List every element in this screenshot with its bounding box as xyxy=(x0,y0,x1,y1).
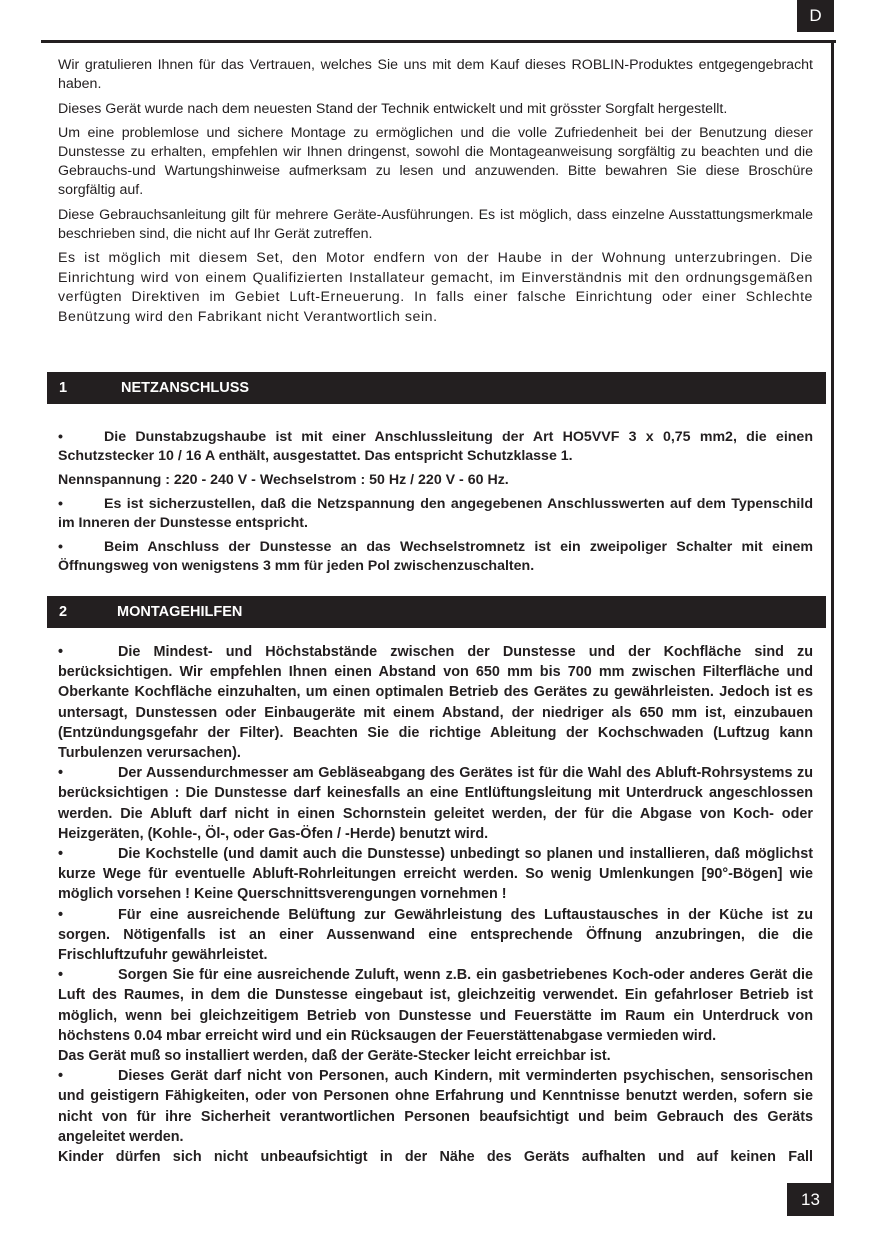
language-tab: D xyxy=(797,0,834,32)
list-item xyxy=(58,905,813,966)
section-montagehilfen-body xyxy=(58,642,813,1167)
list-item xyxy=(58,1066,813,1147)
list-item xyxy=(58,538,813,576)
list-item-text: Der Aussendurchmesser am Gebläseabgang des Gerätes ist für die Wahl des Abluft-Rohrsystems zu berücksichtigen : Die Dunstesse darf keinesfalls an eine Entlüftungsleitung mit Unterdruck angeschlossen werden. Die Abluft darf nicht in einen Schornstein geleitet werden, der für die Abgase von Koch- oder Heizgeräten, (Kohle-, Öl-, oder Gas-Öfen / -Herde) benutzt wird. xyxy=(58,765,813,842)
list-item-text: Sorgen Sie für eine ausreichende Zuluft, wenn z.B. ein gasbetriebenes Koch-oder anderes Gerät die Luft des Raumes, in dem die Dunstesse eingebaut ist, gleichzeitig verwendet. Ein gefahrloser Betrieb ist möglich, wenn bei gleichzeitigem Betrieb von Dunstesse und Feuerstätte im Raum ein Unterdruck von höchstens 0.04 mbar erreicht wird und ein Rücksaugen der Feuerstättenabgase vermieden wird. xyxy=(58,967,813,1044)
bullet: • xyxy=(58,906,64,923)
right-rule xyxy=(831,40,834,1185)
list-item xyxy=(58,844,813,905)
list-item xyxy=(58,965,813,1046)
section-heading-netzanschluss xyxy=(47,372,826,404)
section-number: 2 xyxy=(59,604,68,620)
section-number: 1 xyxy=(59,380,68,396)
list-item-text: Die Mindest- und Höchstabstände zwischen der Dunstesse und der Kochfläche sind zu berücksichtigen. Wir empfehlen Ihnen einen Abstand von 650 mm bis 700 mm zwischen Filterfläche und Oberkante Kochfläche einzuhalten, um einen optimalen Betrieb des Gerätes zu gewährleisten. Jedoch ist es untersagt, Dunstessen oder Einbaugeräte mit einem Abstand, der niedriger als 650 mm ist, einzubauen (Entzündungsgefahr der Filter). Beachten Sie die richtige Ableitung der Kochschwaden (Luftzug kann Turbulenzen verursachen). xyxy=(58,644,813,762)
list-item-text: Die Kochstelle (und damit auch die Dunstesse) unbedingt so planen und installieren, daß möglichst kurze Wege für eventuelle Abluft-Rohrleitungen erreicht werden. So wenig Umlenkungen [90°-Bögen] wie möglich vorsehen ! Keine Querschnittsverengungen vornehmen ! xyxy=(58,846,813,903)
list-item xyxy=(58,471,813,490)
intro-text xyxy=(58,56,813,327)
list-item xyxy=(58,495,813,533)
bullet: • xyxy=(58,967,64,984)
intro-paragraph: Diese Gebrauchsanleitung gilt für mehrere Geräte-Ausführungen. Es ist möglich, dass einzelne Ausstattungsmerkmale beschrieben sind, die nicht auf Ihr Gerät zutreffen. xyxy=(58,206,813,242)
list-item-text: Beim Anschluss der Dunstesse an das Wechselstromnetz ist ein zweipoliger Schalter mit einem Öffnungsweg von wenigstens 3 mm für jeden Pol zwischenzuschalten. xyxy=(58,539,813,574)
section-netzanschluss-body xyxy=(58,428,813,581)
list-item-text: Nennspannung : 220 - 240 V - Wechselstrom : 50 Hz / 220 V - 60 Hz. xyxy=(58,472,509,488)
list-item xyxy=(58,642,813,763)
top-rule xyxy=(41,40,836,43)
bullet: • xyxy=(58,846,64,863)
bullet: • xyxy=(58,496,63,512)
bullet: • xyxy=(58,765,64,782)
list-item-text: Es ist sicherzustellen, daß die Netzspannung den angegebenen Anschlusswerten auf dem Typenschild im Inneren der Dunstesse entspricht. xyxy=(58,496,813,531)
intro-paragraph: Um eine problemlose und sichere Montage zu ermöglichen und die volle Zufriedenheit bei der Benutzung dieser Dunstesse zu erhalten, empfehlen wir Ihnen dringenst, sowohl die Montageanweisung sorgfältig zu beachten und die Gebrauchs-und Wartungshinweise aufmerksam zu lesen und anzuwenden. Bitte bewahren Sie diese Broschüre sorgfältig auf. xyxy=(58,125,813,198)
bullet: • xyxy=(58,1068,64,1085)
list-item xyxy=(58,428,813,466)
bullet: • xyxy=(58,429,63,445)
list-item-text: Dieses Gerät darf nicht von Personen, auch Kindern, mit verminderten psychischen, sensorischen und geistigern Fähigkeiten, oder von Personen ohne Erfahrung und Kenntnisse benutzt werden, sofern sie nicht von für ihre Sicherheit verantwortlichen Personen beaufsichtigt und beim Gebrauch des Geräts angeleitet werden. xyxy=(58,1068,813,1145)
list-item-text: Für eine ausreichende Belüftung zur Gewährleistung des Luftaustausches in der Küche ist zu sorgen. Nötigenfalls ist an einer Aussenwand eine entsprechende Öffnung anzubringen, die die Frischluftzufuhr gewährleistet. xyxy=(58,906,813,964)
intro-paragraph: Dieses Gerät wurde nach dem neuesten Stand der Technik entwickelt und mit grösster Sorgfalt hergestellt. xyxy=(58,100,728,117)
section-title: MONTAGEHILFEN xyxy=(117,604,243,620)
list-item-text: Das Gerät muß so installiert werden, daß der Geräte-Stecker leicht erreichbar ist. xyxy=(58,1048,611,1065)
intro-paragraph: Wir gratulieren Ihnen für das Vertrauen, welches Sie uns mit dem Kauf dieses ROBLIN-Produktes entgegengebracht haben. xyxy=(58,57,813,92)
section-title: NETZANSCHLUSS xyxy=(121,380,250,396)
intro-paragraph: Es ist möglich mit diesem Set, den Motor endfern von der Haube in der Wohnung unterzubringen. Die Einrichtung wird von einem Qualifizierten Installateur gemacht, im Einverständnis mit den ordnungsgemäßen verfügten Direktiven im Gebiet Luft-Erneuerung. In falls einer falsche Einrichtung oder einer Schlechte Benützung wird den Fabrikant nicht Verantwortlich sein. xyxy=(58,250,813,325)
page-number: 13 xyxy=(787,1183,834,1216)
list-item xyxy=(58,763,813,844)
list-item-text: Kinder dürfen sich nicht unbeaufsichtigt in der Nähe des Geräts aufhalten und auf keinen Fall xyxy=(58,1149,813,1166)
list-item-text: Die Dunstabzugshaube ist mit einer Anschlussleitung der Art HO5VVF 3 x 0,75 mm2, die einen Schutzstecker 10 / 16 A enthält, ausgestattet. Das entspricht Schutzklasse 1. xyxy=(58,429,813,464)
section-heading-montagehilfen xyxy=(47,596,826,628)
bullet: • xyxy=(58,644,64,660)
list-item xyxy=(58,1046,813,1066)
bullet: • xyxy=(58,539,63,555)
list-item xyxy=(58,1147,813,1167)
